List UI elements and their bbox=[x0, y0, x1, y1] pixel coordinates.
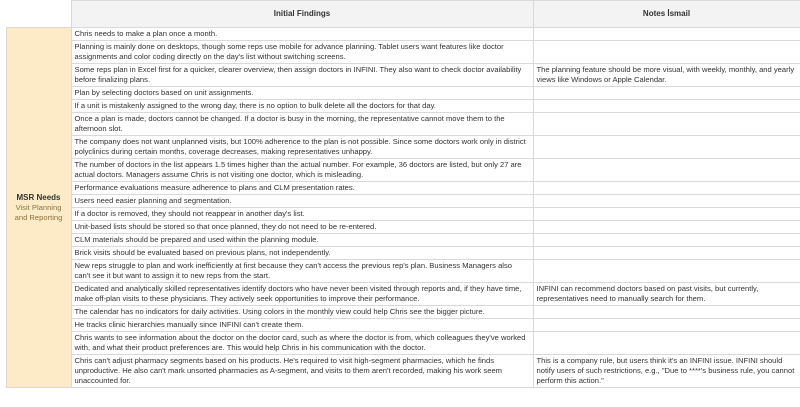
note-cell[interactable] bbox=[533, 113, 800, 136]
finding-cell[interactable]: Chris wants to see information about the doctor on the doctor card, such as where the doctor is from, which colleagues they've worked with, and what their product preferences are. This would help Chris in his communication with the doctor. bbox=[71, 332, 533, 355]
table-row bbox=[0, 260, 800, 283]
table-row bbox=[0, 283, 800, 306]
finding-cell[interactable]: Performance evaluations measure adherence to plans and CLM presentation rates. bbox=[71, 182, 533, 195]
finding-cell[interactable]: New reps struggle to plan and work inefficiently at first because they can't access the previous rep's plan. Business Managers also can't see it but want to assign it to new reps from the start. bbox=[71, 260, 533, 283]
finding-cell[interactable]: Plan by selecting doctors based on unit assignments. bbox=[71, 87, 533, 100]
note-cell[interactable] bbox=[533, 221, 800, 234]
note-cell[interactable] bbox=[533, 182, 800, 195]
finding-cell[interactable]: Users need easier planning and segmentation. bbox=[71, 195, 533, 208]
table-row bbox=[0, 306, 800, 319]
group-label-cell[interactable] bbox=[6, 28, 71, 388]
table-row bbox=[0, 221, 800, 234]
note-cell[interactable] bbox=[533, 260, 800, 283]
table-row bbox=[0, 136, 800, 159]
note-cell[interactable] bbox=[533, 87, 800, 100]
table-row bbox=[0, 87, 800, 100]
group-subtitle: Visit Planning and Reporting bbox=[14, 202, 63, 222]
finding-cell[interactable]: Chris can't adjust pharmacy segments based on his products. He's required to visit high-segment pharmacies, which he finds unproductive. He also can't mark unsorted pharmacies as A-segment, and visits to them aren't recorded, making his work seem unaccounted for. bbox=[71, 355, 533, 388]
table-row bbox=[0, 319, 800, 332]
note-cell[interactable]: This is a company rule, but users think it's an INFINI issue. INFINI should notify users of such restrictions, e.g., "Due to ****'s business rule, you cannot perform this action." bbox=[533, 355, 800, 388]
table-row bbox=[0, 355, 800, 388]
finding-cell[interactable]: If a unit is mistakenly assigned to the wrong day, there is no option to bulk delete all the doctors for that day. bbox=[71, 100, 533, 113]
group-title: MSR Needs bbox=[16, 192, 61, 202]
table-row bbox=[0, 113, 800, 136]
note-cell[interactable] bbox=[533, 195, 800, 208]
table-row bbox=[0, 247, 800, 260]
table-row bbox=[0, 195, 800, 208]
table-row bbox=[0, 28, 800, 41]
finding-cell[interactable]: Chris needs to make a plan once a month. bbox=[71, 28, 533, 41]
note-cell[interactable] bbox=[533, 100, 800, 113]
finding-cell[interactable]: Brick visits should be evaluated based on previous plans, not independently. bbox=[71, 247, 533, 260]
column-header-notes[interactable]: Notes İsmail bbox=[533, 1, 800, 28]
note-cell[interactable] bbox=[533, 306, 800, 319]
finding-cell[interactable]: CLM materials should be prepared and used within the planning module. bbox=[71, 234, 533, 247]
note-cell[interactable] bbox=[533, 319, 800, 332]
note-cell[interactable] bbox=[533, 247, 800, 260]
note-cell[interactable] bbox=[533, 136, 800, 159]
note-cell[interactable]: The planning feature should be more visual, with weekly, monthly, and yearly views like Windows or Apple Calendar. bbox=[533, 64, 800, 87]
table-row bbox=[0, 182, 800, 195]
finding-cell[interactable]: Planning is mainly done on desktops, though some reps use mobile for advance planning. Tablet users want features like doctor assignments and color coding directly on the day's list without switching screens. bbox=[71, 41, 533, 64]
finding-cell[interactable]: If a doctor is removed, they should not reappear in another day's list. bbox=[71, 208, 533, 221]
finding-cell[interactable]: Some reps plan in Excel first for a quicker, clearer overview, then assign doctors in INFINI. They also want to check doctor availability before finalizing plans. bbox=[71, 64, 533, 87]
table-row bbox=[0, 208, 800, 221]
table-row bbox=[0, 41, 800, 64]
finding-cell[interactable]: Unit-based lists should be stored so that once planned, they do not need to be re-entered. bbox=[71, 221, 533, 234]
finding-cell[interactable]: Once a plan is made, doctors cannot be changed. If a doctor is busy in the morning, the representative cannot move them to the afternoon slot. bbox=[71, 113, 533, 136]
note-cell[interactable] bbox=[533, 159, 800, 182]
finding-cell[interactable]: The company does not want unplanned visits, but 100% adherence to the plan is not possible. Since some doctors work only in district polyclinics during certain months, coverage decreases, making representatives unhappy. bbox=[71, 136, 533, 159]
finding-cell[interactable]: The number of doctors in the list appears 1.5 times higher than the actual number. For example, 36 doctors are listed, but only 27 are actual doctors. Managers assume Chris is not visiting one doctor, which is misleading. bbox=[71, 159, 533, 182]
note-cell[interactable]: INFINI can recommend doctors based on past visits, but currently, representatives need to manually search for them. bbox=[533, 283, 800, 306]
finding-cell[interactable]: He tracks clinic hierarchies manually since INFINI can't create them. bbox=[71, 319, 533, 332]
header-row bbox=[0, 1, 800, 28]
table-row bbox=[0, 159, 800, 182]
table-row bbox=[0, 332, 800, 355]
finding-cell[interactable]: The calendar has no indicators for daily activities. Using colors in the monthly view could help Chris see the bigger picture. bbox=[71, 306, 533, 319]
table-row bbox=[0, 100, 800, 113]
note-cell[interactable] bbox=[533, 28, 800, 41]
table-row bbox=[0, 64, 800, 87]
note-cell[interactable] bbox=[533, 234, 800, 247]
note-cell[interactable] bbox=[533, 208, 800, 221]
finding-cell[interactable]: Dedicated and analytically skilled representatives identify doctors who have never been visited through reports and, if they have time, make off-plan visits to these physicians. They actively seek opportunities to improve their performance. bbox=[71, 283, 533, 306]
corner-blank bbox=[6, 1, 71, 28]
note-cell[interactable] bbox=[533, 41, 800, 64]
table-row bbox=[0, 234, 800, 247]
note-cell[interactable] bbox=[533, 332, 800, 355]
column-header-findings[interactable]: Initial Findings bbox=[71, 1, 533, 28]
